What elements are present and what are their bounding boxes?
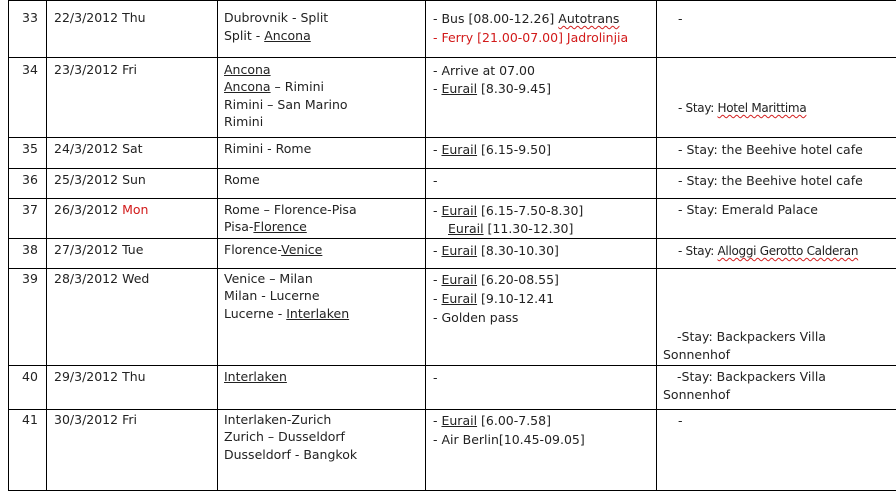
route-line: Zurich – Dusseldorf	[224, 429, 345, 444]
column-divider	[8, 0, 9, 490]
transport-line: - Bus [08.00-12.26] Autotrans	[433, 11, 620, 26]
itinerary-table	[8, 0, 896, 490]
transport-line: - Air Berlin[10.45-09.05]	[433, 432, 585, 447]
table-row	[8, 168, 896, 199]
transport-line: -	[433, 173, 438, 188]
date-cell: 29/3/2012 Thu	[54, 369, 146, 384]
day-number: 33	[22, 10, 38, 25]
stay-cell-continued: Sonnenhof	[663, 387, 731, 402]
transport-line: - Ferry [21.00-07.00] Jadrolinjia	[433, 30, 629, 45]
stay-cell: - Stay: the Beehive hotel cafe	[678, 142, 863, 157]
route-line: Ancona – Rimini	[224, 79, 324, 94]
route-line: Split - Ancona	[224, 28, 311, 43]
date-cell: 25/3/2012 Sun	[54, 172, 146, 187]
table-row	[8, 198, 896, 239]
day-number: 38	[22, 242, 38, 257]
column-divider	[46, 0, 47, 490]
stay-cell: -	[678, 11, 683, 26]
column-divider	[217, 0, 218, 490]
transport-line: -	[433, 370, 438, 385]
table-row	[8, 137, 896, 169]
route-line: Rome – Florence-Pisa	[224, 202, 357, 217]
day-number: 40	[22, 369, 38, 384]
route-line: Lucerne - Interlaken	[224, 306, 350, 321]
column-divider	[425, 0, 426, 490]
route-line: Dusseldorf - Bangkok	[224, 447, 358, 462]
route-line: Ancona	[224, 62, 271, 77]
day-number: 36	[22, 172, 38, 187]
date-cell: 23/3/2012 Fri	[54, 62, 137, 77]
route-line: Interlaken-Zurich	[224, 412, 332, 427]
stay-cell-continued: Sonnenhof	[663, 347, 731, 362]
route-line: Dubrovnik - Split	[224, 10, 329, 25]
table-row	[8, 0, 896, 58]
route-line: Venice – Milan	[224, 271, 313, 286]
transport-line: - Eurail [6.20-08.55]	[433, 272, 559, 287]
transport-line: - Eurail [8.30-10.30]	[433, 243, 559, 258]
table-row	[8, 57, 896, 138]
route-line: Milan - Lucerne	[224, 288, 320, 303]
stay-cell: -Stay: Backpackers Villa	[677, 329, 826, 344]
stay-cell: - Stay: Alloggi Gerotto Calderan	[678, 244, 859, 258]
route-line: Rimini – San Marino	[224, 97, 348, 112]
transport-line: - Arrive at 07.00	[433, 63, 535, 78]
table-row	[8, 409, 896, 491]
table-row	[8, 365, 896, 410]
transport-line: - Eurail [6.15-7.50-8.30]	[433, 203, 584, 218]
transport-line: - Eurail [9.10-12.41	[433, 291, 555, 306]
date-cell: 27/3/2012 Tue	[54, 242, 144, 257]
date-cell: 28/3/2012 Wed	[54, 271, 150, 286]
column-divider	[656, 0, 657, 490]
table-row	[8, 238, 896, 269]
transport-line: - Eurail [6.00-7.58]	[433, 413, 551, 428]
day-number: 37	[22, 202, 38, 217]
transport-line: Eurail [11.30-12.30]	[448, 221, 574, 236]
route-line: Rimini	[224, 114, 264, 129]
route-line: Rimini - Rome	[224, 141, 312, 156]
stay-cell: - Stay: the Beehive hotel cafe	[678, 173, 863, 188]
route-line: Florence-Venice	[224, 242, 323, 257]
date-cell: 22/3/2012 Thu	[54, 10, 146, 25]
stay-cell: - Stay: Emerald Palace	[678, 202, 818, 217]
transport-line: - Eurail [6.15-9.50]	[433, 142, 551, 157]
table-row	[8, 268, 896, 366]
day-number: 34	[22, 62, 38, 77]
day-number: 39	[22, 271, 38, 286]
date-cell: 30/3/2012 Fri	[54, 412, 137, 427]
date-cell: 26/3/2012 Mon	[54, 202, 149, 217]
day-number: 35	[22, 141, 38, 156]
stay-cell: -Stay: Backpackers Villa	[677, 369, 826, 384]
transport-line: - Golden pass	[433, 310, 519, 325]
transport-line: - Eurail [8.30-9.45]	[433, 81, 551, 96]
day-number: 41	[22, 412, 38, 427]
route-line: Pisa-Florence	[224, 219, 307, 234]
date-cell: 24/3/2012 Sat	[54, 141, 143, 156]
stay-cell: - Stay: Hotel Marittima	[678, 101, 807, 115]
route-line: Rome	[224, 172, 260, 187]
route-line: Interlaken	[224, 369, 287, 384]
stay-cell: -	[678, 413, 683, 428]
